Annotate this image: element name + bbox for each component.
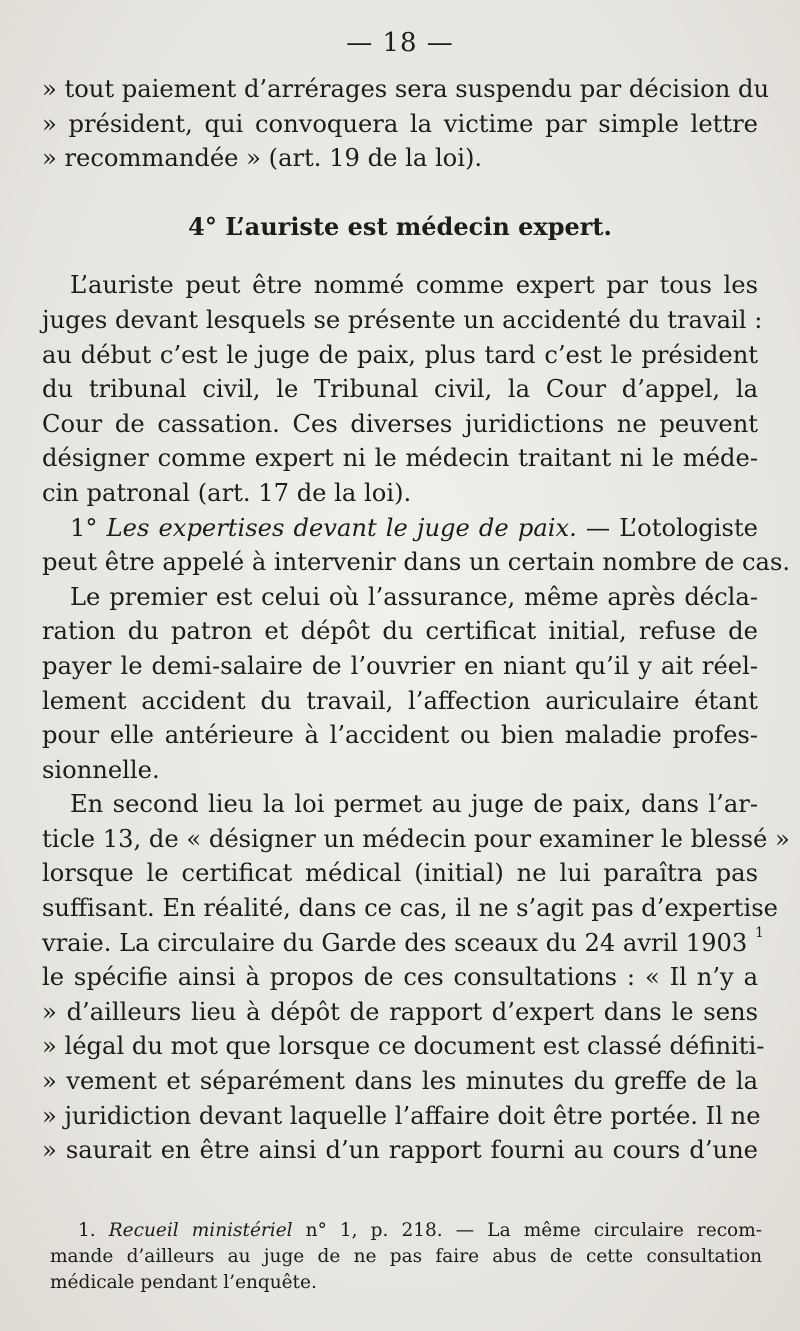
- footnote-line: [50, 1218, 762, 1244]
- text-line: [42, 924, 764, 961]
- footnote-number: 1.: [78, 1220, 96, 1241]
- text-line: du tribunal civil, le Tribunal civil, la Cour d’appel, la: [42, 375, 758, 404]
- text-line: » tout paiement d’arrérages sera suspendu par décision du: [42, 75, 770, 103]
- text-line: payer le demi-salaire de l’ouvrier en niant qu’il y ait réel-: [42, 651, 758, 680]
- text-line: » saurait en être ainsi d’un rapport fourni au cours d’une: [42, 1136, 758, 1165]
- text-line: lement accident du travail, l’affection auriculaire étant: [42, 686, 758, 715]
- text-line: En second lieu la loi permet au juge de paix, dans l’ar-: [70, 790, 758, 819]
- body-text: [42, 72, 791, 1168]
- footnote-text: n° 1, p. 218. — La même circulaire recom-: [305, 1220, 762, 1241]
- footnote-reference: 1: [755, 924, 764, 941]
- text-line: peut être appelé à intervenir dans un certain nombre de cas.: [42, 548, 791, 577]
- text-line: juges devant lesquels se présente un accidenté du travail :: [42, 305, 763, 334]
- text-line: Cour de cassation. Ces diverses juridictions ne peuvent: [42, 409, 758, 438]
- subsection-number: 1°: [70, 513, 98, 542]
- text-line: » vement et séparément dans les minutes du greffe de la: [42, 1067, 758, 1096]
- spacer: [42, 176, 758, 210]
- section-heading: 4° L’auriste est médecin expert.: [188, 211, 612, 241]
- page-number: — 18 —: [346, 28, 454, 58]
- text-line: » recommandée » (art. 19 de la loi).: [42, 144, 483, 173]
- subsection-line: [42, 511, 758, 546]
- text-line: cin patronal (art. 17 de la loi).: [42, 478, 412, 507]
- text-line: ticle 13, de « désigner un médecin pour examiner le blessé »: [42, 824, 790, 853]
- text-line: » d’ailleurs lieu à dépôt de rapport d’expert dans le sens: [42, 997, 758, 1026]
- footnote-line: mande d’ailleurs au juge de ne pas faire abus de cette consultation: [50, 1246, 762, 1267]
- footnote-source: Recueil ministériel: [108, 1220, 293, 1241]
- text-line: » légal du mot que lorsque ce document est classé définiti-: [42, 1032, 765, 1061]
- footnote-divider: [46, 1196, 762, 1197]
- text-line: ration du patron et dépôt du certificat initial, refuse de: [42, 617, 758, 646]
- text-line: sionnelle.: [42, 755, 160, 784]
- text-line: L’auriste peut être nommé comme expert par tous les: [70, 271, 758, 300]
- text-line: désigner comme expert ni le médecin traitant ni le méde-: [42, 444, 758, 473]
- text-line: Le premier est celui où l’assurance, même après décla-: [70, 582, 758, 611]
- subsection-title: Les expertises devant le juge de paix.: [106, 513, 577, 542]
- text-line: lorsque le certificat médical (initial) ne lui paraîtra pas: [42, 859, 758, 888]
- text-line: » juridiction devant laquelle l’affaire doit être portée. Il ne: [42, 1101, 761, 1130]
- text-line: » président, qui convoquera la victime par simple lettre: [42, 109, 758, 138]
- text-line: le spécifie ainsi à propos de ces consultations : « Il n’y a: [42, 963, 758, 992]
- spacer: [42, 244, 758, 268]
- text-fragment: vraie. La circulaire du Garde des sceaux du 24 avril 1903: [42, 928, 748, 957]
- text-fragment: — L’otologiste: [585, 513, 758, 542]
- text-line: pour elle antérieure à l’accident ou bien maladie profes-: [42, 721, 758, 750]
- footnote: [50, 1218, 762, 1296]
- footnote-line: médicale pendant l’enquête.: [50, 1272, 317, 1293]
- text-line: suffisant. En réalité, dans ce cas, il ne s’agit pas d’expertise: [42, 894, 778, 923]
- text-line: au début c’est le juge de paix, plus tard c’est le président: [42, 340, 758, 369]
